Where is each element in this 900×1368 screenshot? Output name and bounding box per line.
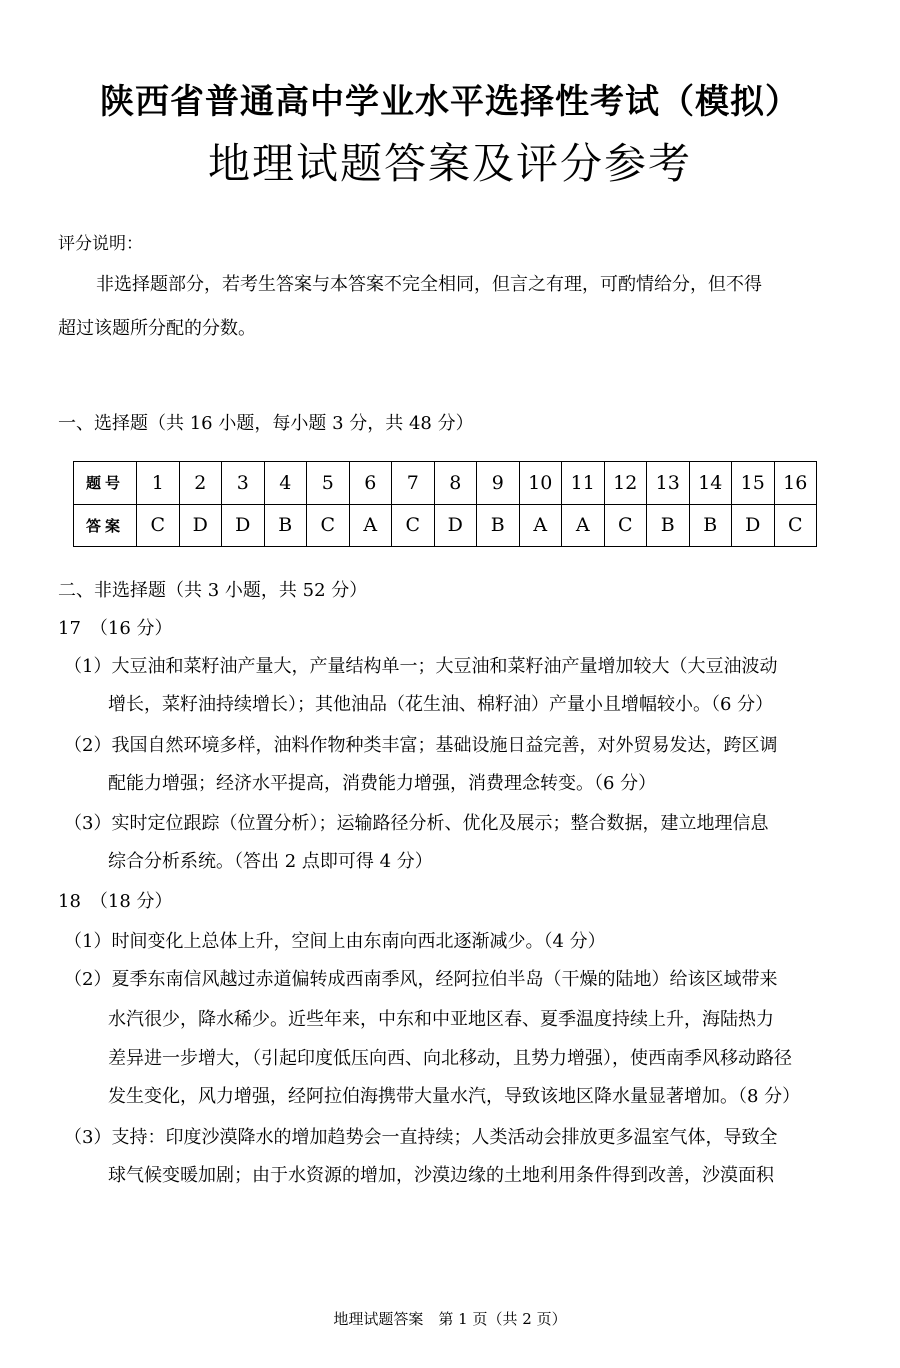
question-number-cell: 6	[349, 462, 392, 505]
answer-cell: D	[179, 504, 222, 547]
q18-part1-line1: （1）时间变化上总体上升，空间上由东南向西北逐渐减少。（4 分）	[64, 931, 606, 952]
scoring-notes-text-1: 非选择题部分，若考生答案与本答案不完全相同，但言之有理，可酌情给分，但不得	[96, 274, 762, 295]
q17-part1-line1: （1）大豆油和菜籽油产量大，产量结构单一；大豆油和菜籽油产量增加较大（大豆油波动	[64, 656, 778, 677]
answer-cell: B	[264, 504, 307, 547]
q18-part2-line3: 差异进一步增大，（引起印度低压向西、向北移动，且势力增强），使西南季风移动路径	[108, 1048, 792, 1069]
answer-cell: D	[732, 504, 775, 547]
question-number-cell: 16	[774, 462, 817, 505]
question-number-cell: 9	[477, 462, 520, 505]
section1-heading: 一、选择题（共 16 小题，每小题 3 分，共 48 分）	[58, 413, 474, 434]
question-number-cell: 11	[562, 462, 605, 505]
question-number-cell: 7	[392, 462, 435, 505]
answer-cell: B	[647, 504, 690, 547]
answer-cell: B	[689, 504, 732, 547]
q18-part3-line2: 球气候变暖加剧；由于水资源的增加，沙漠边缘的土地利用条件得到改善，沙漠面积	[108, 1165, 774, 1186]
q17-label: 17 （16 分）	[58, 618, 173, 639]
q17-part3-line1: （3）实时定位跟踪（位置分析）；运输路径分析、优化及展示；整合数据，建立地理信息	[64, 813, 769, 834]
q18-part2-line2: 水汽很少，降水稀少。近些年来，中东和中亚地区春、夏季温度持续上升，海陆热力	[108, 1009, 774, 1030]
question-number-cell: 10	[519, 462, 562, 505]
scoring-notes-text-2: 超过该题所分配的分数。	[58, 318, 256, 339]
question-number-cell: 13	[647, 462, 690, 505]
question-number-cell: 3	[222, 462, 265, 505]
q17-part1-line2: 增长，菜籽油持续增长）；其他油品（花生油、棉籽油）产量小且增幅较小。（6 分）	[108, 694, 774, 715]
answer-cell: A	[349, 504, 392, 547]
question-number-cell: 1	[137, 462, 180, 505]
q18-part3-line1: （3）支持：印度沙漠降水的增加趋势会一直持续；人类活动会排放更多温室气体，导致全	[64, 1127, 778, 1148]
q18-label: 18 （18 分）	[58, 891, 173, 912]
q18-part2-line1: （2）夏季东南信风越过赤道偏转成西南季风，经阿拉伯半岛（干燥的陆地）给该区域带来	[64, 969, 778, 990]
answer-cell: C	[137, 504, 180, 547]
answer-cell: A	[562, 504, 605, 547]
answer-row	[74, 504, 817, 547]
page-footer: 地理试题答案 第 1 页（共 2 页）	[333, 1310, 567, 1328]
answer-cell: D	[222, 504, 265, 547]
answer-cell: C	[392, 504, 435, 547]
question-number-cell: 12	[604, 462, 647, 505]
row-label-number: 题号	[74, 462, 137, 505]
answer-cell: C	[307, 504, 350, 547]
answer-table	[73, 461, 817, 547]
document-title: 地理试题答案及评分参考	[207, 139, 692, 188]
row-label-answer: 答案	[74, 504, 137, 547]
answer-cell: D	[434, 504, 477, 547]
q17-part2-line2: 配能力增强；经济水平提高，消费能力增强，消费理念转变。（6 分）	[108, 773, 657, 794]
answer-cell: B	[477, 504, 520, 547]
exam-title: 陕西省普通高中学业水平选择性考试（模拟）	[100, 82, 800, 122]
question-number-cell: 15	[732, 462, 775, 505]
answer-cell: C	[604, 504, 647, 547]
question-number-cell: 14	[689, 462, 732, 505]
question-number-cell: 4	[264, 462, 307, 505]
q17-part2-line1: （2）我国自然环境多样，油料作物种类丰富；基础设施日益完善，对外贸易发达，跨区调	[64, 735, 778, 756]
scoring-notes-heading: 评分说明：	[58, 234, 143, 254]
answer-cell: A	[519, 504, 562, 547]
question-number-cell: 5	[307, 462, 350, 505]
answer-cell: C	[774, 504, 817, 547]
question-number-cell: 2	[179, 462, 222, 505]
q18-part2-line4: 发生变化，风力增强，经阿拉伯海携带大量水汽，导致该地区降水量显著增加。（8 分）	[108, 1086, 801, 1107]
question-number-row	[74, 462, 817, 505]
section2-heading: 二、非选择题（共 3 小题，共 52 分）	[58, 580, 368, 601]
question-number-cell: 8	[434, 462, 477, 505]
q17-part3-line2: 综合分析系统。（答出 2 点即可得 4 分）	[108, 851, 433, 872]
